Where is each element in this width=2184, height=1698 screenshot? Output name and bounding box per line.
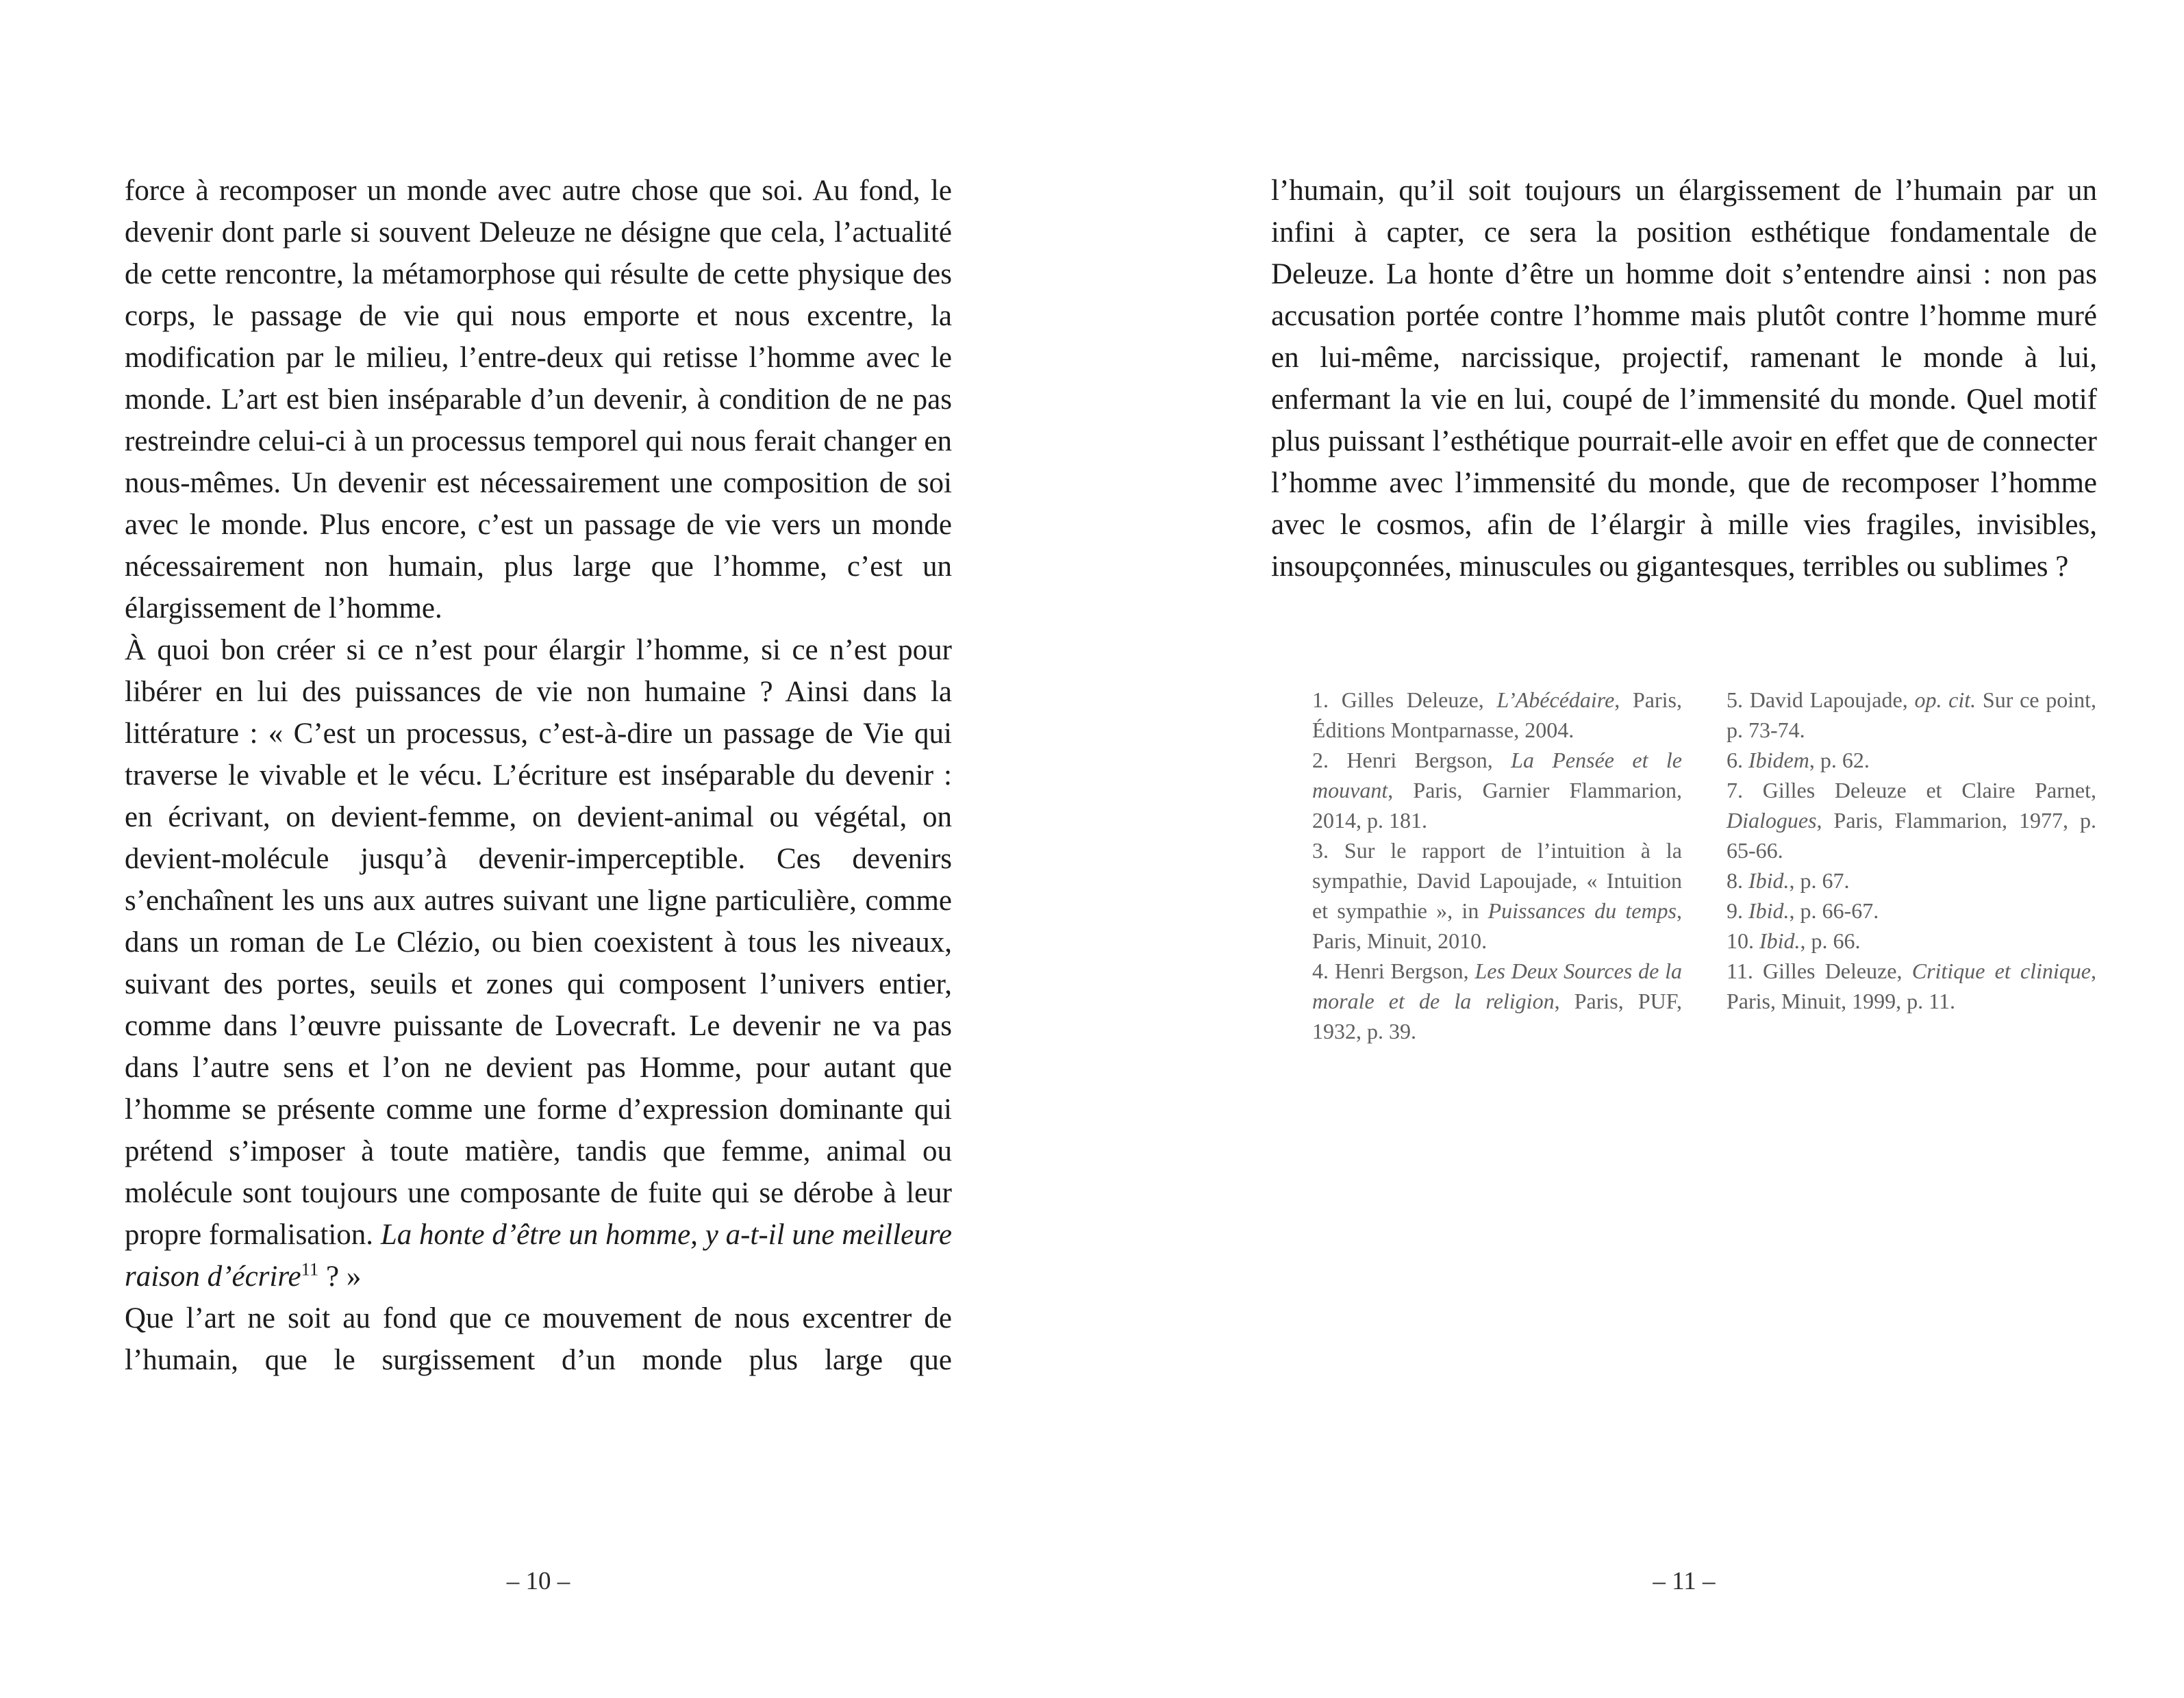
footnote: 5. David Lapoujade, op. cit. Sur ce point, p. 73-74.: [1727, 687, 2097, 742]
paragraph: Que l’art ne soit au fond que ce mouvement de nous excentrer de l’humain, que le surgissement d’un monde plus large que: [125, 1302, 952, 1376]
footnote-column-2: [1727, 685, 2096, 1046]
page-number-left: – 10 –: [506, 1567, 570, 1595]
footnote: 6. Ibidem, p. 62.: [1727, 748, 1870, 772]
paragraph: À quoi bon créer si ce n’est pour élargir l’homme, si ce n’est pour libérer en lui des puissances de vie non humaine ? Ainsi dans la littérature : « C’est un processus, c’est-à-dire un passage de Vie qui traverse le vivable et le vécu. L’écriture est inséparable du devenir : en écrivant, on devient-femme, on devient-animal ou végétal, on devient-molécule jusqu’à devenir-imperceptible. Ces devenirs s’enchaînent les uns aux autres suivant une ligne particulière, comme dans un roman de Le Clézio, ou bien coexistent à tous les niveaux, suivant des portes, seuils et zones qui composent l’univers entier, comme dans l’œuvre puissante de Lovecraft. Le devenir ne va pas dans l’autre sens et l’on ne devient pas Homme, pour autant que l’homme se présente comme une forme d’expression dominante qui prétend s’imposer à toute matière, tandis que femme, animal ou molécule sont toujours une composante de fuite qui se dérobe à leur propre formalisation. La honte d’être un homme, y a-t-il une meilleure raison d’écrire$^{11}$ ? »: [125, 634, 952, 1293]
paragraph: l’humain, qu’il soit toujours un élargissement de l’humain par un infini à capter, ce sera la position esthétique fondamentale de Deleuze. La honte d’être un homme doit s’entendre ainsi : non pas accusation portée contre l’homme mais plutôt contre l’homme muré en lui-même, narcissique, projectif, ramenant le monde à lui, enfermant la vie en lui, coupé de l’immensité du monde. Quel motif plus puissant l’esthétique pourrait-elle avoir en effet que de connecter l’homme avec l’immensité du monde, que de recomposer l’homme avec le cosmos, afin de l’élargir à mille vies fragiles, invisibles, insoupçonnées, minuscules ou gigantesques, terribles ou sublimes ?: [1271, 175, 2097, 583]
footnote: 4. Henri Bergson, Les Deux Sources de la morale et de la religion, Paris, PUF, 1932, p. 39.: [1312, 959, 1683, 1043]
footnote: 7. Gilles Deleuze et Claire Parnet, Dialogues, Paris, Flammarion, 1977, p. 65-66.: [1727, 778, 2096, 863]
footnote: 2. Henri Bergson, La Pensée et le mouvant, Paris, Garnier Flammarion, 2014, p. 181.: [1312, 748, 1683, 833]
page-right-body: [1271, 170, 2097, 1046]
footnote: 9. Ibid., p. 66-67.: [1727, 898, 1879, 923]
paragraph: force à recomposer un monde avec autre chose que soi. Au fond, le devenir dont parle si souvent Deleuze ne désigne que cela, l’actualité de cette rencontre, la métamorphose qui résulte de cette physique des corps, le passage de vie qui nous emporte et nous excentre, la modification par le milieu, l’entre-deux qui retisse l’homme avec le monde. L’art est bien inséparable d’un devenir, à condition de ne pas restreindre celui-ci à un processus temporel qui nous ferait changer en nous-mêmes. Un devenir est nécessairement une composition de soi avec le monde. Plus encore, c’est un passage de vie vers un monde nécessairement non humain, plus large que l’homme, c’est un élargissement de l’homme.: [125, 175, 952, 624]
page-left-body: [125, 170, 952, 1381]
footnote: 1. Gilles Deleuze, L’Abécédaire, Paris, Éditions Montparnasse, 2004.: [1312, 687, 1683, 742]
footnote: 8. Ibid., p. 67.: [1727, 868, 1850, 893]
footnote: 3. Sur le rapport de l’intuition à la sympathie, David Lapoujade, « Intuition et sympathie », in Puissances du temps, Paris, Minuit, 2010.: [1312, 838, 1683, 953]
footnote-column-1: [1312, 685, 1682, 1046]
page-number-right: – 11 –: [1653, 1567, 1716, 1595]
footnote: 11. Gilles Deleuze, Critique et clinique, Paris, Minuit, 1999, p. 11.: [1727, 959, 2096, 1013]
footnotes: [1271, 685, 2097, 1046]
footnote: 10. Ibid., p. 66.: [1727, 928, 1861, 953]
